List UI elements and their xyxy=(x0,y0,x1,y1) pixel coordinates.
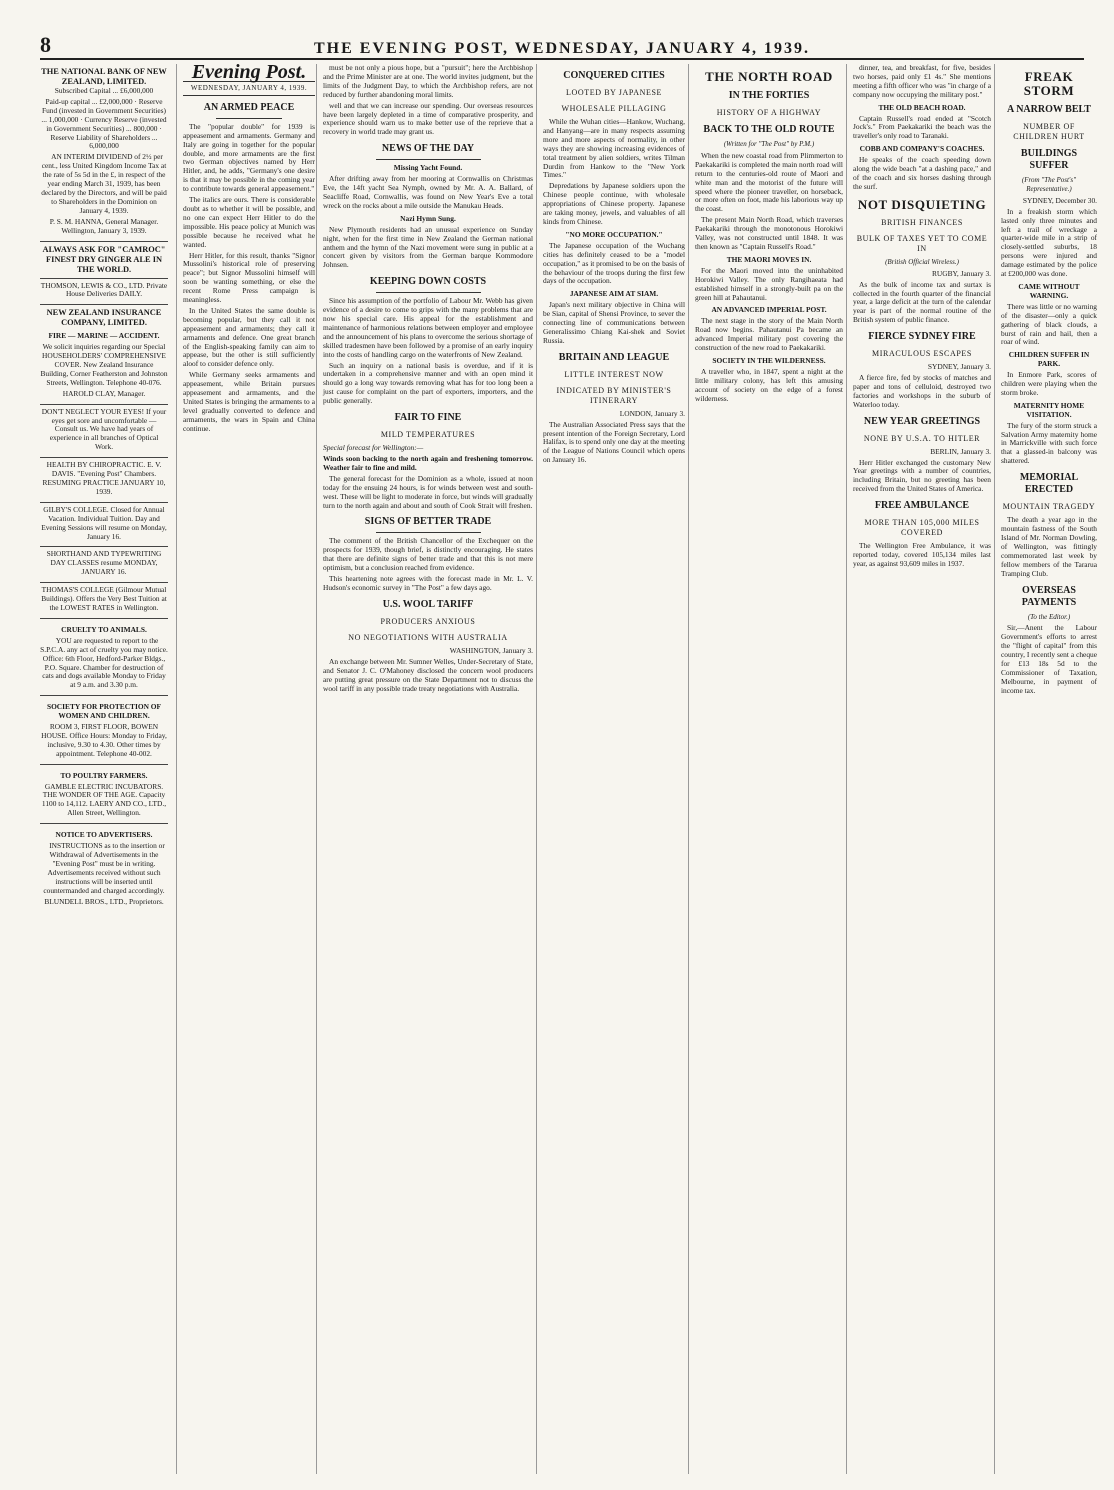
editorial-paragraph: While Germany seeks armaments and appeasement, while Britain pursues appeasement and armaments, and the United States is bringing the armaments to a level gradually converted to defence and armaments, the wars in Spain and China continue. xyxy=(183,370,315,433)
north-road-headline: THE NORTH ROAD xyxy=(705,69,833,84)
storm-headline: FREAK STORM xyxy=(1023,69,1075,98)
college-ad: GILBY'S COLLEGE. Closed for Annual Vacation. Individual Tuition. Day and Evening Sessions will resume on Monday, January 16. xyxy=(40,503,168,548)
costs-headline: KEEPING DOWN COSTS xyxy=(369,276,487,288)
new-year-headline: NEW YEAR GREETINGS xyxy=(863,415,981,427)
editorial-paragraph: Herr Hitler, for this result, thanks "Signor Mussolini's historical role of preserving peace"; but Signor Mussolini himself will soon be wanting something, or else the recent Rome Press campaign is meaningless. xyxy=(183,250,315,305)
column-finance-fire: dinner, tea, and breakfast, for five, besides two horses, paid only £1 4s." She mentions meeting a fifth officer who was "in charge of a company now occupying the military post." THE OLD BEACH ROAD. Captain Russell's road ended at "Scotch Jock's." From Paekakariki the beach was the traveller's only road to Taranaki. COBB AND COMPANY'S COACHES. He speaks of the coach speeding down along the wide beach "at a dashing pace," and of the coach and six horses dashing through the surf. NOT DISQUIETING BRITISH FINANCES BULK OF TAXES YET TO COME IN (British Official Wireless.) RUGBY, January 3. As the bulk of income tax and surtax is collected in the fourth quarter of the financial year, a large deficit at the turn of the calendar year is part of the normal routine of the British system of public finance. FIERCE SYDNEY FIRE MIRACULOUS ESCAPES SYDNEY, January 3. A fierce fire, fed by stocks of matches and paper and tons of celluloid, destroyed two factories and workshops in the suburb of Waterloo today. NEW YEAR GREETINGS NONE BY U.S.A. TO HITLER BERLIN, January 3. Herr Hitler exchanged the customary New Year greetings with a number of countries, including Britain, but no greeting has been received from the United States of America. FREE AMBULANCE MORE THAN 105,000 MILES COVERED The Wellington Free Ambulance, it was reported today, covered 105,134 miles last year, as against 93,609 miles in 1937. xyxy=(846,64,997,1474)
trade-paragraph: well and that we can increase our spending. Our overseas resources have been largely depleted in a time of comparative prosperity, and experience should warn us to make better use of the reprieve that a recovery in world trade may grant us. xyxy=(323,100,533,137)
paper-nameplate: Evening Post. xyxy=(183,64,315,82)
bank-capital: Subscribed Capital ... £6,000,000 xyxy=(54,86,154,95)
wool-headline: U.S. WOOL TARIFF xyxy=(382,598,474,610)
cruelty-notice: CRUELTY TO ANIMALS. YOU are requested to report to the S.P.C.A. any act of cruelty you may notice. Office: 6th Floor, Hedford-Parker Bldgs., P.O. Square. Chamber for destruction of cats and dogs available Monday to Friday at 9 a.m. and 3.30 p.m. xyxy=(40,619,168,696)
society-notice: SOCIETY FOR PROTECTION OF WOMEN AND CHILDREN. ROOM 3, FIRST FLOOR, BOWEN HOUSE. Office Hours: Monday to Friday, inclusive, 9.30 to 4.30. Other times by appointment. Telephone 40-002. xyxy=(40,696,168,764)
editorial-date: WEDNESDAY, JANUARY 4, 1939. xyxy=(183,82,315,96)
news-of-day-headline: NEWS OF THE DAY xyxy=(381,143,475,155)
camroc-ad: ALWAYS ASK FOR "CAMROC" FINEST DRY GINGER ALE IN THE WORLD. xyxy=(40,242,168,279)
finance-headline: NOT DISQUIETING xyxy=(857,196,987,212)
bank-signoff: P. S. M. HANNA, General Manager. Wellington, January 3, 1939. xyxy=(49,216,159,235)
column-china-league: CONQUERED CITIES LOOTED BY JAPANESE WHOLESALE PILLAGING While the Wuhan cities—Hankow, Wuchang, and Hanyang—are in many respects assuming more and more aspects of normality, in other ways they are showing increasing evidences of total treatment by alien soldiers, writes Tilman Durdin from Hankow to the "New York Times." Depredations by Japanese soldiers upon the Chinese people continue, with wholesale appropriations of Chinese property. Japanese are taking money, jewels, and valuables of all kinds from Chinese. "NO MORE OCCUPATION." The Japanese occupation of the Wuchang cities has definitely ceased to be a "model occupation," as it promised to be on the basis of the behaviour of the troops during the first few days of the occupation. JAPANESE AIM AT SIAM. Japan's next military objective in China will be Sian, capital of Shensi Province, to sever the connecting line of communications between Generalissimo Chiang Kai-shek and Soviet Russia. BRITAIN AND LEAGUE LITTLE INTEREST NOW INDICATED BY MINISTER'S ITINERARY LONDON, January 3. The Australian Associated Press says that the present intention of the Foreign Secretary, Lord Halifax, is to spend only one day at the meeting of the League of Nations Council which opens on January 16. xyxy=(536,64,691,1474)
column-north-road: THE NORTH ROAD IN THE FORTIES HISTORY OF A HIGHWAY BACK TO THE OLD ROUTE (Written for "The Post" by P.M.) When the new coastal road from Plimmerton to Paekakariki is completed the main north road will return to the centuries-old route of Maori and white man and the motorist of the future will speed where the pioneer traveller, on horseback, or more often on foot, made his laborious way up the coast. The present Main North Road, which traverses Paekakariki through the monotonous Horokiwi Valley, was not constructed until 1848. It was then known as "Captain Russell's Road." THE MAORI MOVES IN. For the Maori moved into the uninhabited Horokiwi Valley. The only Rangihaeata had established himself in a strongly-built pa on the green hill at Pahautanui. AN ADVANCED IMPERIAL POST. The next stage in the story of the Main North Road now begins. Pahautanui Pa became an advanced Imperial military post covering the construction of the new road to Paekakariki. SOCIETY IN THE WILDERNESS. A traveller who, in 1847, spent a night at the little military colony, has left this amusing account of society on the edge of a forest wilderness. xyxy=(688,64,849,1474)
bank-name: THE NATIONAL BANK OF NEW ZEALAND, LIMITED. xyxy=(41,67,167,86)
column-storm: FREAK STORM A NARROW BELT NUMBER OF CHILDREN HURT BUILDINGS SUFFER (From "The Post's" Representative.) SYDNEY, December 30. In a freakish storm which lasted only three minutes and left a trail of wreckage a quarter-wide mile in a strip of closely-settled suburbs, 18 persons were injured and damage estimated by the police at £200,000 was done. CAME WITHOUT WARNING. There was little or no warning of the disaster—only a quick gathering of black clouds, a burst of rain and hail, then a roar of wind. CHILDREN SUFFER IN PARK. In Enmore Park, scores of children were playing when the storm broke. MATERNITY HOME VISITATION. The fury of the storm struck a Salvation Army maternity home in Marrickville with such force that a glassed-in balcony was shattered. MEMORIAL ERECTED MOUNTAIN TRAGEDY The death a year ago in the mountain fastness of the South Island of Mr. Norman Dowling, of Wellington, was fittingly commemorated last week by fellow members of the Tararua Tramping Club. OVERSEAS PAYMENTS (To the Editor.) Sir,—Anent the Labour Government's efforts to arrest the "flight of capital" from this country, I recently sent a cheque for £13 18s 5d to the Commissioner of Taxation, Melbourne, in payment of income tax. xyxy=(994,64,1097,1474)
overseas-headline: OVERSEAS PAYMENTS xyxy=(1021,584,1077,608)
editorial-headline: AN ARMED PEACE xyxy=(203,101,295,113)
weather-headline: FAIR TO FINE xyxy=(394,412,462,424)
page-header xyxy=(40,30,1084,60)
column-news: must be not only a pious hope, but a "pursuit"; here the Archbishop and the Prime Minister are at one. The world invites judgment, but the limits of the Judgment Day, to which the Archbishop refers, are not reduced by further abandoning moral limits. well and that we can increase our spending. Our overseas resources have been largely depleted in a time of comparative prosperity, and experience should warn us to make better use of the reprieve that a recovery in world trade may grant us. NEWS OF THE DAY Missing Yacht Found. After drifting away from her mooring at Cornwallis on Christmas Eve, the 14ft yacht Sea Nymph, owned by Mr. A. A. Ballard, of Seacliffe Road, Cornwallis, was found on New Year's Eve a total wreck on the rocks about a mile outside the Manukau Heads. Nazi Hymn Sung. New Plymouth residents had an unusual experience on Sunday night, when for the first time in New Zealand the German national anthem and the hymn of the Nazi movement were sung in public at a concert given by visitors from the German barque Kommodore Johnsen. KEEPING DOWN COSTS Since his assumption of the portfolio of Labour Mr. Webb has given evidence of a desire to come to grips with the many problems that are now his special care. His appeal for the establishment and maintenance of harmonious relations between employer and employee and the announcement of his plans to overcome the serious shortage of skilled tradesmen have been followed by a promise of an early inquiry into the costs of handling cargo on the waterfronts of New Zealand. Such an inquiry on a national basis is overdue, and if it is undertaken in a comprehensive manner and with an open mind it should go a long way towards removing what has for too long been a just cause for complaint on the part of exporters, importers, and the public generally. FAIR TO FINE MILD TEMPERATURES Special forecast for Wellington:— Winds soon backing to the north again and freshening tomorrow. Weather fair to fine and mild. The general forecast for the Dominion as a whole, issued at noon today for the ensuing 24 hours, is for winds between west and south-west. These will be light to moderate in force, but winds will gradually turn to the north again and about and south of Cook Strait will freshen. SIGNS OF BETTER TRADE The comment of the British Chancellor of the Exchequer on the prospects for 1939, though brief, is distinctly encouraging. He states that there are definite signs of better trade and that this is not mere optimism, but a conclusion reached from evidence. This heartening note agrees with the forecast made in Mr. L. V. Hudson's economic survey in "The Post" a few days ago. U.S. WOOL TARIFF PRODUCERS ANXIOUS NO NEGOTIATIONS WITH AUSTRALIA WASHINGTON, January 3. An exchange between Mr. Sumner Welles, Under-Secretary of State, and Senator J. C. O'Mahoney disclosed the concern wool producers are putting great pressure on the State Department not to discuss the wool tariff in any possible trade treaty negotiations with Australia. xyxy=(316,64,539,1474)
health-ad: HEALTH BY CHIROPRACTIC. E. V. DAVIS. "Evening Post" Chambers. RESUMING PRACTICE JANUARY 10, 1939. xyxy=(40,458,168,503)
thomson-ad: THOMSON, LEWIS & CO., LTD. Private House Deliveries DAILY. xyxy=(40,279,168,306)
memorial-headline: MEMORIAL ERECTED xyxy=(1019,472,1079,496)
league-headline: BRITAIN AND LEAGUE xyxy=(558,351,670,363)
fire-headline: FIERCE SYDNEY FIRE xyxy=(868,331,976,343)
editorial-paragraph: In the United States the same double is becoming popular, but they call it not appeasement and armaments; they call it armaments and defence. One great branch of the English-speaking family can aim to appease, but the other is still sufficiently aloof to consider defence only. xyxy=(183,305,315,369)
eyes-ad: DON'T NEGLECT YOUR EYES! If your eyes get sore and uncomfortable — Consult us. We have had years of experience in all branches of Optical Work. xyxy=(40,405,168,459)
paper-header-title: THE EVENING POST, WEDNESDAY, JANUARY 4, 1939. xyxy=(313,40,811,57)
shorthand-ad: SHORTHAND AND TYPEWRITING DAY CLASSES resume MONDAY, JANUARY 16. xyxy=(40,547,168,583)
column-editorial xyxy=(176,64,321,1474)
thomas-college-ad: THOMAS'S COLLEGE (Gilmour Mutual Buildings). Offers the Very Best Tuition at the LOWEST RATES in Wellington. xyxy=(40,583,168,619)
editorial-continued: must be not only a pious hope, but a "pursuit"; here the Archbishop and the Prime Minister are at one. The world invites judgment, but the limits of the Judgment Day, to which the Archbishop refers, are not reduced by further abandoning moral limits. xyxy=(323,64,533,99)
editorial-paragraph: The "popular double" for 1939 is appeasement and armaments. Germany and Italy are going in together for the popular double, and more armaments are the first two German objectives named by Herr Hitler, and, he adds, "Germany's one desire is that it may be possible in the coming year to contribute towards general appeasement." xyxy=(183,121,315,194)
bank-notice xyxy=(40,64,168,242)
cities-headline: CONQUERED CITIES xyxy=(563,70,665,81)
trade-headline: SIGNS OF BETTER TRADE xyxy=(364,516,492,528)
column-advertisements xyxy=(40,64,174,1474)
editorial-paragraph: The italics are ours. There is considerable doubt as to whether it will be possible, and no one can expect Herr Hitler to do the impossible. His peace policy at Munich was possible because he received what he wanted. xyxy=(183,195,315,249)
advertisers-notice: NOTICE TO ADVERTISERS. INSTRUCTIONS as to the insertion or Withdrawal of Advertisements in the "Evening Post" must be in writing. Advertisements received without such instructions will be inserted until countermanded and charged accordingly. BLUNDELL BROS., LTD., Proprietors. xyxy=(43,830,165,906)
bank-dividend: AN INTERIM DIVIDEND of 2½ per cent., less United Kingdom Income Tax at the rate of 5s 5d in the £, in respect of the year ending March 31, 1939, has been declared by the Directors, and will be paid to Shareholders in the Dominion on January 4, 1939. xyxy=(41,152,167,215)
ambulance-headline: FREE AMBULANCE xyxy=(874,500,970,512)
bank-details: Paid-up capital ... £2,000,000 · Reserve Fund (invested in Government Securities) ... 1,000,000 · Currency Reserve (invested in Government Securities) ... 800,000 · Reserve Liability of Shareholders ... 6,000,000 xyxy=(41,96,167,151)
insurance-ad: NEW ZEALAND INSURANCE COMPANY, LIMITED. FIRE — MARINE — ACCIDENT. We solicit inquiries regarding our Special HOUSEHOLDERS' COMPREHENSIVE COVER. New Zealand Insurance Building, Corner Featherston and Johnston Streets, Wellington. Telephone 40-076. HAROLD CLAY, Manager. xyxy=(40,305,168,404)
page-number: 8 xyxy=(40,32,51,57)
poultry-ad: TO POULTRY FARMERS. GAMBLE ELECTRIC INCUBATORS. THE WONDER OF THE AGE. Capacity 1100 to 14,112. LAERY AND CO., LTD., Allen Street, Wellington. xyxy=(40,765,168,825)
